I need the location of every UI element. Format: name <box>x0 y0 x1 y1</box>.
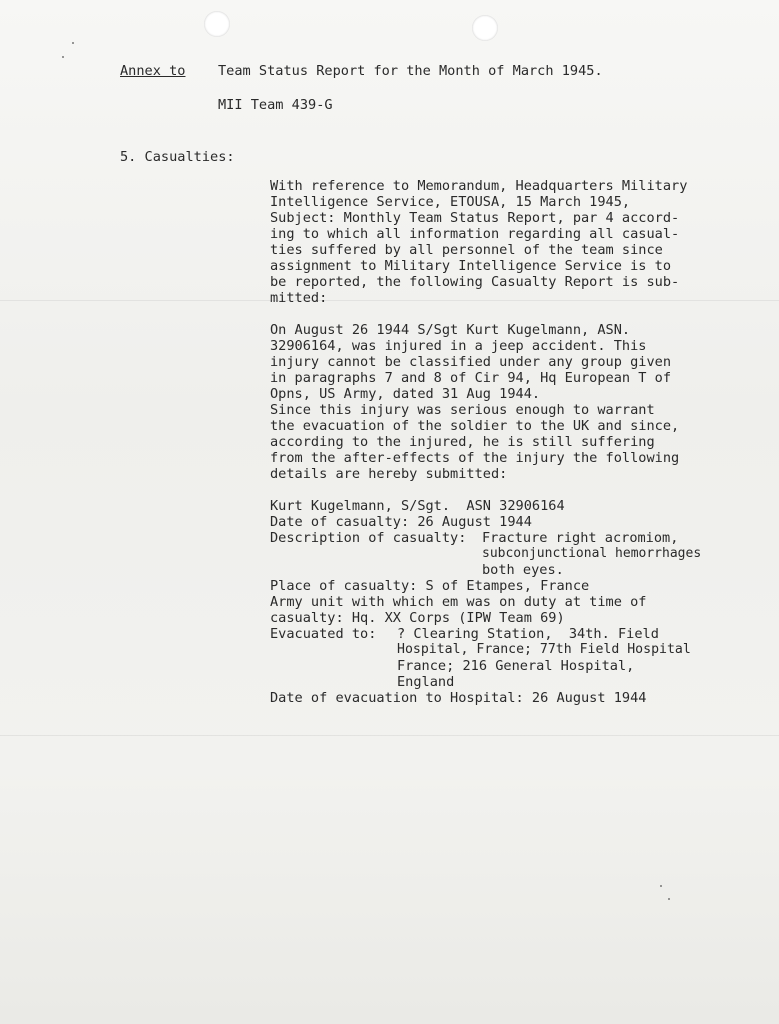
paragraph2-line: in paragraphs 7 and 8 of Cir 94, Hq European T of <box>270 370 672 386</box>
description-line: Fracture right acromiom, <box>482 530 679 546</box>
paragraph2-line: On August 26 1944 S/Sgt Kurt Kugelmann, ASN. <box>270 322 631 338</box>
paper-speck <box>668 898 670 900</box>
paragraph1-line: Intelligence Service, ETOUSA, 15 March 1945, <box>270 194 631 210</box>
evacuated-line: France; 216 General Hospital, <box>397 658 635 674</box>
paragraph2-line: details are hereby submitted: <box>270 466 508 482</box>
paragraph1-line: assignment to Military Intelligence Service is to <box>270 258 672 274</box>
paper-fold <box>0 300 779 301</box>
team-designation: MII Team 439-G <box>218 97 333 113</box>
paragraph2-line: Since this injury was serious enough to warrant <box>270 402 655 418</box>
paragraph1-line: ties suffered by all personnel of the team since <box>270 242 663 258</box>
description-label: Description of casualty: <box>270 530 467 546</box>
evacuated-label: Evacuated to: <box>270 626 377 642</box>
casualty-date: Date of casualty: 26 August 1944 <box>270 514 532 530</box>
paragraph2-line: according to the injured, he is still suffering <box>270 434 655 450</box>
paragraph1-line: ing to which all information regarding all casual- <box>270 226 680 242</box>
section-heading: 5. Casualties: <box>120 149 235 165</box>
paragraph2-line: Opns, US Army, dated 31 Aug 1944. <box>270 386 541 402</box>
paragraph2-line: the evacuation of the soldier to the UK and since, <box>270 418 680 434</box>
paper-speck <box>62 56 64 58</box>
evacuation-date: Date of evacuation to Hospital: 26 August 1944 <box>270 690 647 706</box>
evacuated-line: Hospital, France; 77th Field Hospital <box>397 642 691 657</box>
paper-speck <box>72 42 74 44</box>
paper-speck <box>660 885 662 887</box>
paragraph2-line: injury cannot be classified under any group given <box>270 354 672 370</box>
paragraph1-line: be reported, the following Casualty Report is sub- <box>270 274 680 290</box>
paragraph2-line: from the after-effects of the injury the following <box>270 450 680 466</box>
unit-line: casualty: Hq. XX Corps (IPW Team 69) <box>270 610 565 626</box>
casualty-place: Place of casualty: S of Etampes, France <box>270 578 590 594</box>
paper-fold <box>0 735 779 736</box>
punch-hole <box>204 11 230 37</box>
paragraph1-line: mitted: <box>270 290 328 306</box>
casualty-name: Kurt Kugelmann, S/Sgt. ASN 32906164 <box>270 498 565 514</box>
unit-line: Army unit with which em was on duty at time of <box>270 594 647 610</box>
annex-label: Annex to <box>120 63 186 79</box>
report-title: Team Status Report for the Month of March 1945. <box>218 63 603 79</box>
punch-hole <box>472 15 498 41</box>
evacuated-line: ? Clearing Station, 34th. Field <box>397 626 659 642</box>
evacuated-line: England <box>397 674 455 690</box>
paragraph1-line: Subject: Monthly Team Status Report, par 4 accord- <box>270 210 680 226</box>
paragraph2-line: 32906164, was injured in a jeep accident. This <box>270 338 647 354</box>
description-line: both eyes. <box>482 562 564 578</box>
description-line: subconjunctional hemorrhages <box>482 546 702 561</box>
paragraph1-line: With reference to Memorandum, Headquarters Military <box>270 178 688 194</box>
